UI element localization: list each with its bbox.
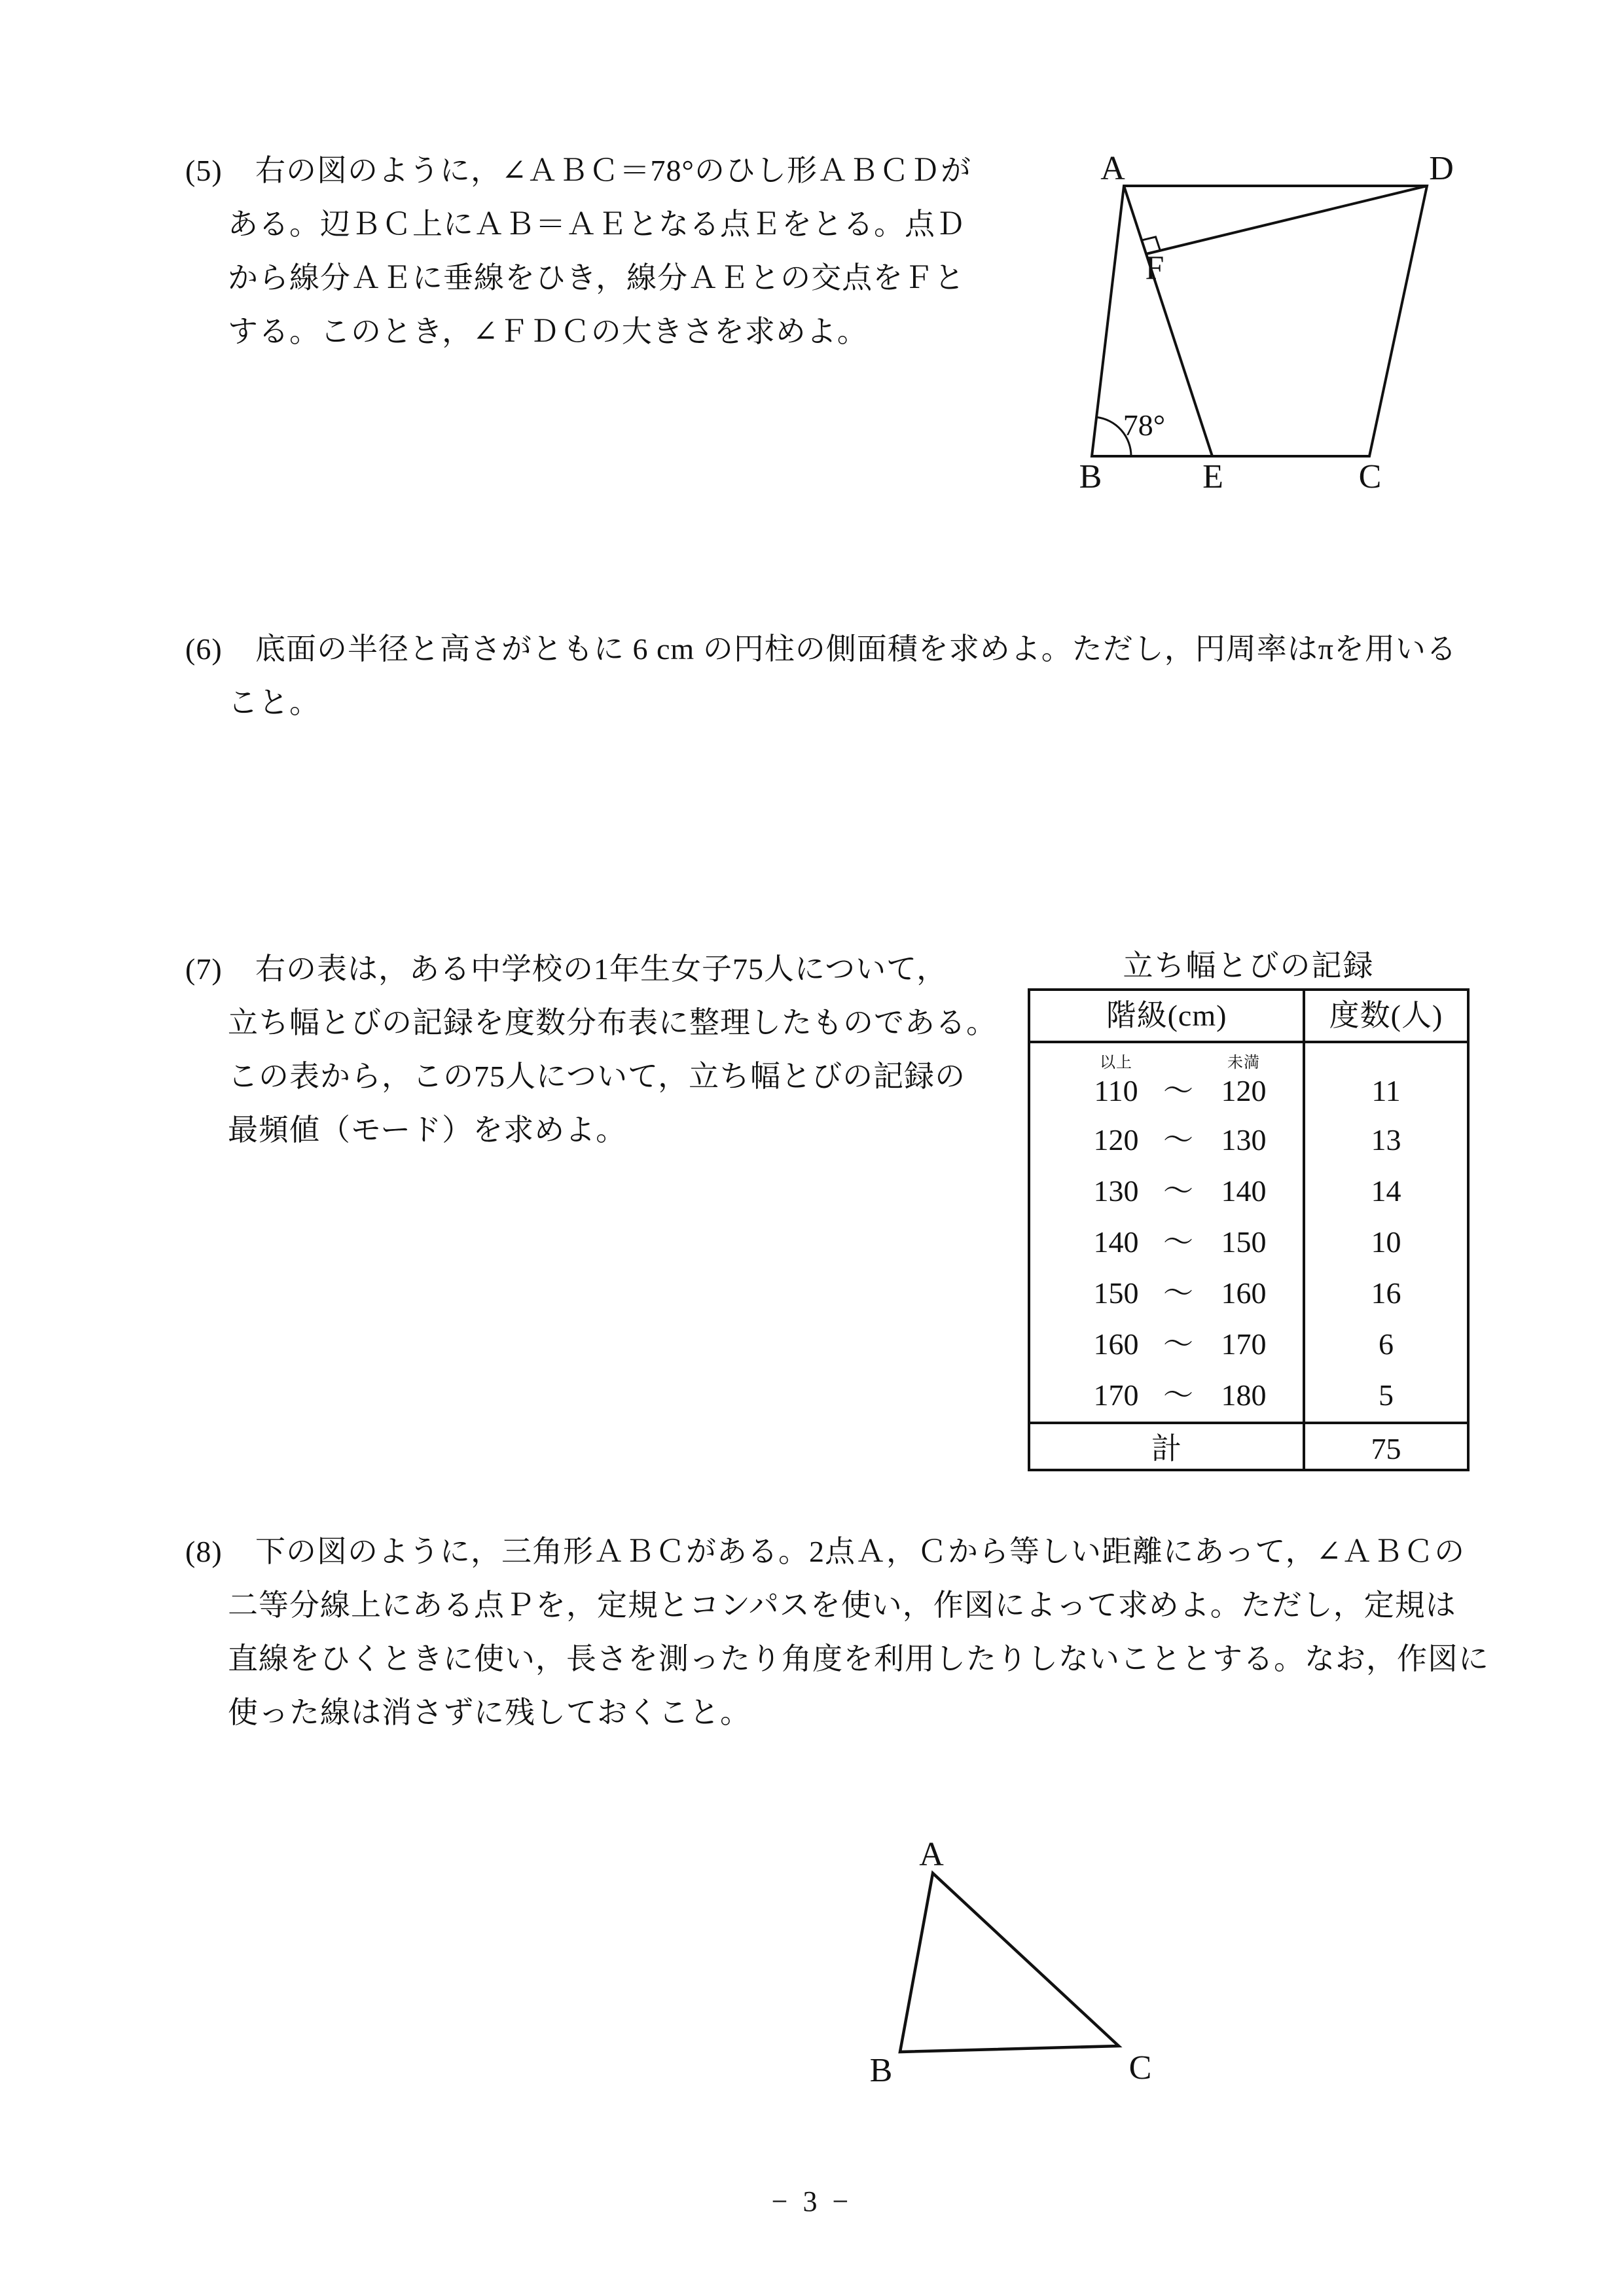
point-label-f: F	[1145, 249, 1164, 287]
vertex-label-e: E	[1202, 458, 1223, 495]
class-from: 150	[1093, 1276, 1139, 1310]
problem-8-line: 二等分線上にある点Ｐを，定規とコンパスを使い，作図によって求めよ。ただし，定規は	[228, 1588, 1456, 1622]
tilde-glyph: ～	[1163, 1276, 1193, 1310]
frequency-value: 14	[1371, 1174, 1401, 1208]
table-title: 立ち幅とびの記録	[1123, 949, 1375, 982]
frequency-value: 11	[1371, 1074, 1401, 1107]
table-header-rule	[1030, 1041, 1467, 1043]
problem-8-number: (8)	[185, 1535, 223, 1568]
page-number: − 3 −	[771, 2185, 853, 2217]
class-to: 140	[1221, 1174, 1267, 1208]
problem-6-line: こと。	[228, 686, 320, 719]
class-from: 160	[1093, 1327, 1139, 1361]
triangle-outline	[900, 1873, 1119, 2052]
frequency-table	[1028, 988, 1470, 1471]
frequency-value: 5	[1379, 1378, 1394, 1412]
class-from: 140	[1093, 1225, 1139, 1259]
column-header-frequency: 度数(人)	[1329, 999, 1443, 1032]
frequency-value: 10	[1371, 1225, 1401, 1259]
problem-7-line: 最頻値（モード）を求めよ。	[228, 1113, 627, 1147]
problem-7-number: (7)	[185, 952, 223, 986]
bound-label-lower: 以上	[1100, 1054, 1132, 1071]
tilde-glyph: ～	[1163, 1174, 1193, 1208]
class-to: 120	[1221, 1074, 1267, 1107]
problem-8-line: 下の図のように，三角形ＡＢＣがある。2点Ａ，Ｃから等しい距離にあって，∠ＡＢＣの	[255, 1535, 1466, 1568]
vertex-label-c: C	[1128, 2049, 1152, 2087]
tilde-glyph: ～	[1163, 1327, 1193, 1361]
class-from: 120	[1093, 1123, 1139, 1157]
problem-6-line: 底面の半径と高さがともに 6 cm の円柱の側面積を求めよ。ただし，円周率はπを用いる	[255, 632, 1457, 666]
problem-5-number: (5)	[185, 154, 223, 187]
angle-value-label: 78°	[1123, 408, 1166, 442]
total-label: 計	[1151, 1432, 1182, 1465]
vertex-label-b: B	[869, 2052, 893, 2089]
table-column-divider	[1303, 991, 1305, 1469]
vertex-label-d: D	[1429, 150, 1454, 187]
class-from: 110	[1094, 1074, 1138, 1107]
tilde-glyph: ～	[1163, 1378, 1193, 1412]
problem-7-line: この表から，この75人について，立ち幅とびの記録の	[228, 1060, 966, 1093]
problem-6-number: (6)	[185, 632, 223, 666]
table-total-rule	[1030, 1422, 1467, 1424]
class-to: 170	[1221, 1327, 1267, 1361]
bound-label-upper: 未満	[1227, 1054, 1260, 1071]
class-to: 180	[1221, 1378, 1267, 1412]
frequency-value: 6	[1379, 1327, 1394, 1361]
vertex-label-a: A	[919, 1836, 944, 1873]
class-from: 130	[1093, 1174, 1139, 1208]
total-value: 75	[1371, 1432, 1401, 1465]
tilde-glyph: ～	[1163, 1123, 1193, 1157]
problem-7-line: 立ち幅とびの記録を度数分布表に整理したものである。	[228, 1006, 997, 1039]
vertex-label-b: B	[1079, 458, 1102, 495]
tilde-glyph: ～	[1163, 1225, 1193, 1259]
problem-8-line: 使った線は消さずに残しておくこと。	[228, 1696, 751, 1729]
frequency-value: 13	[1371, 1123, 1401, 1157]
problem-7-line: 右の表は，ある中学校の1年生女子75人について，	[255, 952, 948, 986]
problem-5-line: ある。辺ＢＣ上にＡＢ＝ＡＥとなる点Ｅをとる。点Ｄ	[228, 207, 966, 241]
problem-8-line: 直線をひくときに使い，長さを測ったり角度を利用したりしないこととする。なお，作図に	[228, 1642, 1489, 1676]
class-to: 160	[1221, 1276, 1267, 1310]
tilde-glyph: ～	[1163, 1074, 1193, 1107]
class-to: 130	[1221, 1123, 1267, 1157]
problem-5-line: する。このとき，∠ＦＤＣの大きさを求めよ。	[228, 315, 868, 348]
vertex-label-c: C	[1358, 458, 1382, 495]
segment-df	[1146, 186, 1427, 254]
vertex-label-a: A	[1100, 150, 1125, 187]
column-header-class: 階級(cm)	[1106, 999, 1227, 1032]
class-from: 170	[1093, 1378, 1139, 1412]
class-to: 150	[1221, 1225, 1267, 1259]
triangle-figure	[818, 1793, 1342, 2121]
frequency-value: 16	[1371, 1276, 1401, 1310]
problem-5-line: から線分ＡＥに垂線をひき，線分ＡＥとの交点をＦと	[228, 261, 965, 295]
rhombus-figure	[1015, 118, 1506, 524]
problem-5-line: 右の図のように，∠ＡＢＣ＝78°のひし形ＡＢＣＤが	[255, 154, 971, 187]
